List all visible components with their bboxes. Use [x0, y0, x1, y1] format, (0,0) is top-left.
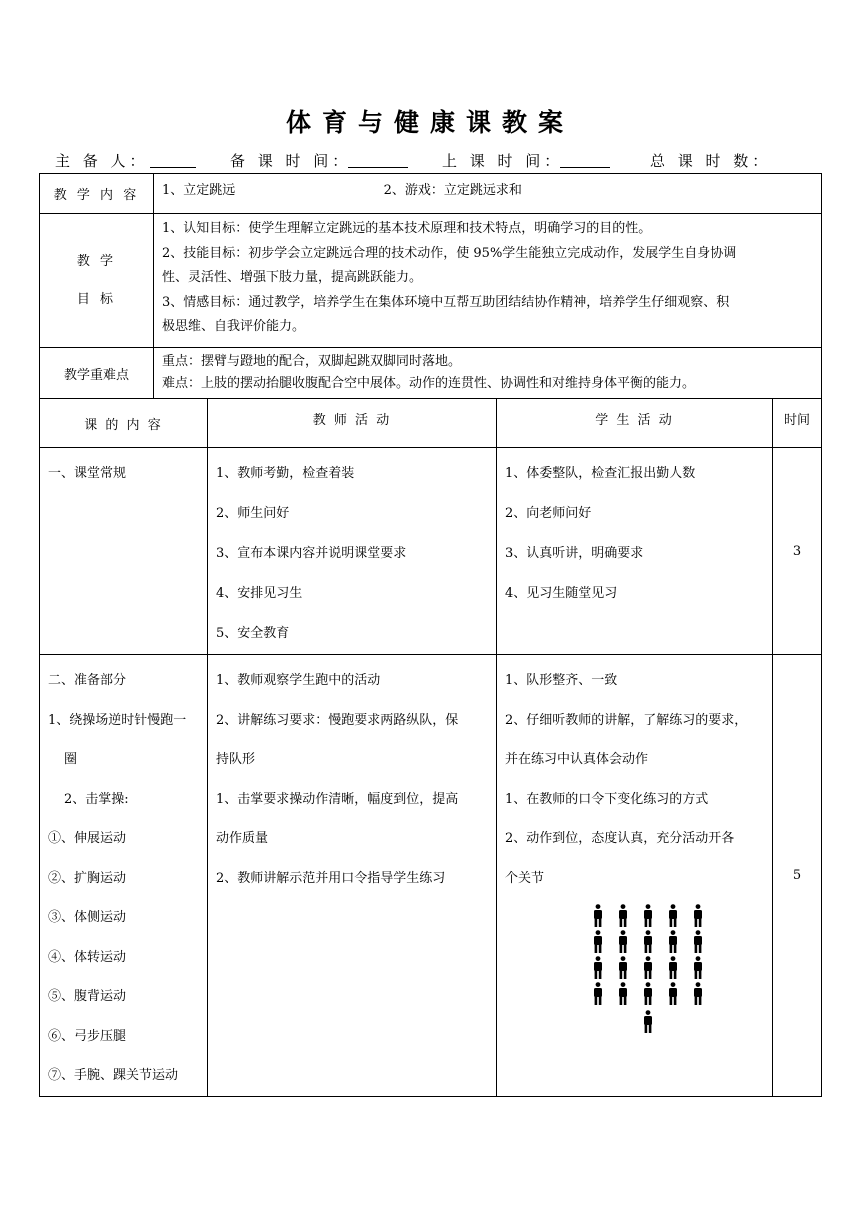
- warmup-student-item: 1、队形整齐、一致: [505, 673, 618, 688]
- warmup-teacher-item: 2、讲解练习要求：慢跑要求两路纵队，保: [216, 712, 459, 728]
- teaching-content-item-2: 2、游戏：立定跳远求和: [383, 183, 522, 198]
- person-icon: [618, 904, 628, 928]
- objectives-label-line-2: 目 标: [76, 291, 117, 307]
- teaching-content-item-1: 1、立定跳远: [162, 183, 236, 198]
- routine-row: [40, 448, 822, 655]
- warmup-teacher-item: 1、击掌要求操动作清晰，幅度到位，提高: [216, 791, 459, 807]
- person-icon: [593, 904, 603, 928]
- person-icon: [618, 956, 628, 980]
- class-time-blank: [560, 167, 610, 168]
- warmup-student-item: 并在练习中认真体会动作: [505, 752, 649, 767]
- person-icon: [693, 982, 703, 1006]
- routine-teacher-item: 2、师生问好: [216, 506, 290, 521]
- objective-line: 性、灵活性、增强下肢力量，提高跳跃能力。: [162, 270, 423, 285]
- person-icon: [668, 930, 678, 954]
- warmup-content-item: 圈: [64, 752, 78, 767]
- teaching-content-label: 教 学 内 容: [40, 174, 154, 214]
- routine-teacher-item: 5、安全教育: [216, 626, 290, 641]
- warmup-teacher-item: 2、教师讲解示范并用口令指导学生练习: [216, 870, 446, 886]
- lesson-plan-table: [39, 173, 822, 1097]
- routine-time: 3: [773, 448, 822, 655]
- author-label: 主 备 人：: [55, 152, 149, 170]
- warmup-time: 5: [773, 655, 822, 1097]
- prep-time-label: 备 课 时 间：: [230, 152, 352, 170]
- person-icon: [643, 930, 653, 954]
- routine-student-item: 4、见习生随堂见习: [505, 586, 618, 601]
- warmup-content-item: ⑥、弓步压腿: [48, 1028, 127, 1044]
- teacher-person-icon: [643, 1010, 653, 1034]
- prep-time-blank: [348, 167, 408, 168]
- objective-line: 3、情感目标：通过教学，培养学生在集体环境中互帮互助团结结协作精神，培养学生仔细观察、积: [162, 294, 730, 310]
- routine-student-item: 2、向老师问好: [505, 506, 592, 521]
- routine-content: 一、课堂常规: [48, 466, 127, 481]
- formation-diagram: [505, 904, 766, 1034]
- warmup-content-item: 2、击掌操:: [64, 791, 129, 807]
- warmup-content-item: ⑤、腹背运动: [48, 989, 127, 1004]
- column-header-student: 学 生 活 动: [497, 399, 773, 448]
- column-header-row: [40, 399, 822, 448]
- teaching-content-row: [40, 174, 822, 214]
- warmup-teacher-cell: [208, 655, 497, 1097]
- person-icon: [643, 956, 653, 980]
- person-icon: [693, 956, 703, 980]
- teaching-content-cell: [154, 174, 822, 214]
- author-blank: [150, 167, 196, 168]
- routine-teacher-cell: [208, 448, 497, 655]
- person-icon: [593, 982, 603, 1006]
- key-difficult-label: 教学重难点: [40, 348, 154, 399]
- warmup-student-item: 1、在教师的口令下变化练习的方式: [505, 791, 709, 807]
- warmup-content-item: ②、扩胸运动: [48, 870, 127, 886]
- routine-teacher-item: 1、教师考勤，检查着装: [216, 466, 355, 481]
- total-hours-label: 总 课 时 数：: [650, 152, 772, 170]
- objectives-label-line-1: 教 学: [76, 253, 117, 269]
- warmup-content-item: ④、体转运动: [48, 949, 127, 965]
- routine-student-cell: [497, 448, 773, 655]
- warmup-teacher-item: 动作质量: [216, 831, 269, 846]
- warmup-student-item: 2、仔细听教师的讲解，了解练习的要求，: [505, 712, 748, 728]
- routine-teacher-item: 3、宣布本课内容并说明课堂要求: [216, 546, 407, 561]
- class-time-label: 上 课 时 间：: [442, 152, 564, 170]
- person-icon: [668, 956, 678, 980]
- person-icon: [668, 982, 678, 1006]
- warmup-student-item: 个关节: [505, 870, 545, 886]
- warmup-teacher-item: 持队形: [216, 752, 256, 767]
- person-icon: [693, 930, 703, 954]
- difficult-point: 难点：上肢的摆动抬腿收腹配合空中展体。动作的连贯性、协调性和对维持身体平衡的能力。: [162, 375, 696, 391]
- person-icon: [618, 930, 628, 954]
- key-difficult-cell: [154, 348, 822, 399]
- column-header-content: 课 的 内 容: [40, 399, 208, 448]
- person-icon: [693, 904, 703, 928]
- objectives-cell: [154, 214, 822, 348]
- warmup-content-item: 1、绕操场逆时针慢跑一: [48, 712, 187, 728]
- column-header-teacher: 教 师 活 动: [208, 399, 497, 448]
- warmup-content-cell: [40, 655, 208, 1097]
- warmup-row: [40, 655, 822, 1097]
- warmup-content-item: ③、体侧运动: [48, 910, 127, 925]
- warmup-content-item: ⑦、手腕、踝关节运动: [48, 1068, 179, 1083]
- routine-content-cell: [40, 448, 208, 655]
- routine-teacher-item: 4、安排见习生: [216, 586, 303, 601]
- person-icon: [643, 982, 653, 1006]
- person-icon: [593, 956, 603, 980]
- key-point: 重点：摆臂与蹬地的配合，双脚起跳双脚同时落地。: [162, 354, 462, 369]
- warmup-teacher-item: 1、教师观察学生跑中的活动: [216, 673, 381, 688]
- key-difficult-row: [40, 348, 822, 399]
- objective-line: 极思维、自我评价能力。: [162, 319, 306, 334]
- person-icon: [593, 930, 603, 954]
- warmup-student-cell: [497, 655, 773, 1097]
- routine-student-item: 3、认真听讲，明确要求: [505, 546, 644, 561]
- objective-line: 1、认知目标：使学生理解立定跳远的基本技术原理和技术特点，明确学习的目的性。: [162, 221, 652, 236]
- objectives-label: [40, 214, 154, 348]
- warmup-student-item: 2、动作到位，态度认真，充分活动开各: [505, 831, 735, 846]
- warmup-content-item: 二、准备部分: [48, 673, 127, 688]
- column-header-time: 时间: [773, 399, 822, 448]
- objective-line: 2、技能目标：初步学会立定跳远合理的技术动作，使 95%学生能独立完成动作，发展学生自身协调: [162, 245, 737, 261]
- routine-student-item: 1、体委整队，检查汇报出勤人数: [505, 466, 696, 481]
- page-title: 体育与健康课教案: [285, 108, 574, 137]
- warmup-content-item: ①、伸展运动: [48, 831, 127, 846]
- objectives-row: [40, 214, 822, 348]
- person-icon: [643, 904, 653, 928]
- person-icon: [618, 982, 628, 1006]
- person-icon: [668, 904, 678, 928]
